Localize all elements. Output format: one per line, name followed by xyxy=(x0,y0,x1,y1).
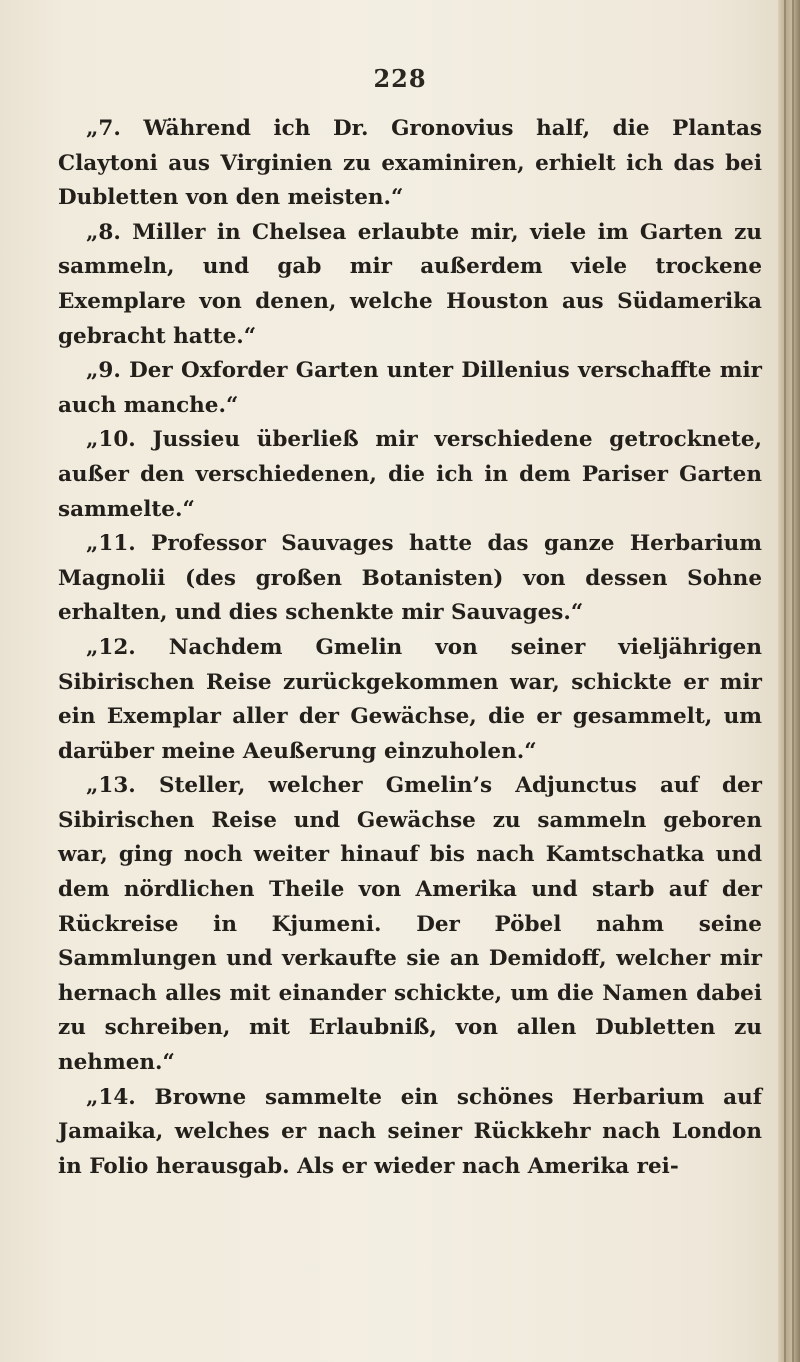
page-edge-line xyxy=(792,0,794,1362)
paragraph-14: „14. Browne sammelte ein schönes Herbarium auf Jamaika, welches er nach seiner Rückkehr nach London in Folio herausgab. Als er wieder nach Amerika rei- xyxy=(58,1084,762,1179)
page-edge-line xyxy=(784,0,786,1362)
paragraph-9: „9. Der Oxforder Garten unter Dillenius verschaffte mir auch manche.“ xyxy=(58,358,762,418)
paragraph-11: „11. Professor Sauvages hatte das ganze Herbarium Magnolii (des großen Botanisten) von dessen Sohne erhalten, und dies schenkte mir Sauvages.“ xyxy=(58,531,762,626)
paragraph-8: „8. Miller in Chelsea erlaubte mir, viele im Garten zu sammeln, und gab mir außerdem viele trockene Exemplare von denen, welche Houston aus Südamerika gebracht hatte.“ xyxy=(58,219,762,349)
paragraph-10: „10. Jussieu überließ mir verschiedene getrocknete, außer den verschiedenen, die ich in dem Pariser Garten sammelte.“ xyxy=(58,427,762,522)
paragraph-12: „12. Nachdem Gmelin von seiner vieljährigen Sibirischen Reise zurückgekommen war, schickte er mir ein Exemplar aller der Gewächse, die er gesammelt, um darüber meine Aeußerung einzuholen.“ xyxy=(58,634,762,764)
body-text xyxy=(58,112,762,1184)
page-edge xyxy=(778,0,800,1362)
paragraph-7: „7. Während ich Dr. Gronovius half, die Plantas Claytoni aus Virginien zu examiniren, erhielt ich das bei Dubletten von den meisten.“ xyxy=(58,116,762,211)
paragraph-13: „13. Steller, welcher Gmelin’s Adjunctus auf der Sibirischen Reise und Gewächse zu sammeln geboren war, ging noch weiter hinauf bis nach Kamtschatka und dem nördlichen Theile von Amerika und starb auf der Rückreise in Kjumeni. Der Pöbel nahm seine Sammlungen und verkaufte sie an Demidoff, welcher mir hernach alles mit einander schickte, um die Namen dabei zu schreiben, mit Erlaubniß, von allen Dubletten zu nehmen.“ xyxy=(58,773,762,1076)
page-number: 228 xyxy=(373,64,427,93)
